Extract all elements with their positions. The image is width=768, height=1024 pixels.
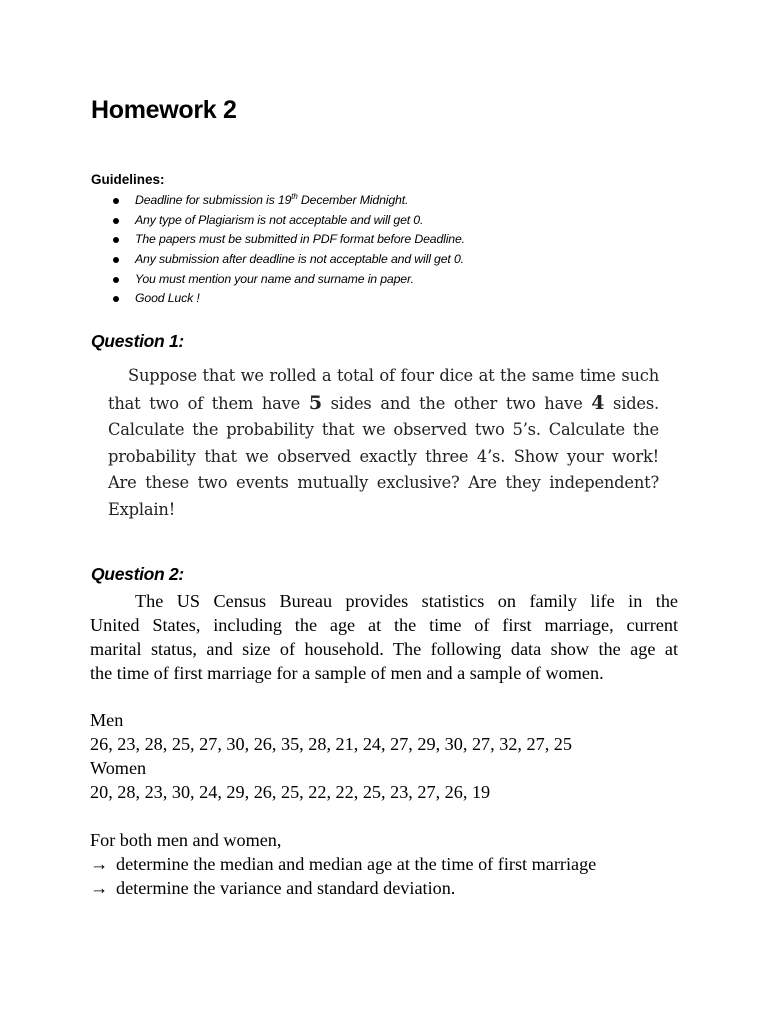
guideline-item: Deadline for submission is 19th December Midnight. xyxy=(110,191,465,211)
bullet-icon xyxy=(113,218,119,224)
guideline-item: The papers must be submitted in PDF format before Deadline. xyxy=(110,230,465,250)
women-label: Women xyxy=(90,758,147,778)
question-1-line: Explain! xyxy=(108,499,176,519)
men-data: 26, 23, 28, 25, 27, 30, 26, 35, 28, 21, 24, 27, 29, 30, 27, 32, 27, 25 xyxy=(90,734,572,754)
page-title: Homework 2 xyxy=(91,96,237,124)
question-1-line: Are these two events mutually exclusive? Are they independent? xyxy=(108,473,659,492)
question-1-heading: Question 1: xyxy=(91,331,184,351)
question-1-text xyxy=(108,363,659,523)
question-1-line: that two of them have 5 sides and the other two have 4 sides. xyxy=(108,391,659,414)
question-1-line: Calculate the probability that we observed two 5’s. Calculate the xyxy=(108,420,659,439)
women-data: 20, 28, 23, 30, 24, 29, 26, 25, 22, 22, 25, 23, 27, 26, 19 xyxy=(90,782,491,802)
men-label: Men xyxy=(90,710,124,730)
bullet-icon xyxy=(113,198,119,204)
bullet-icon xyxy=(113,277,119,283)
guideline-item: Any submission after deadline is not acceptable and will get 0. xyxy=(110,250,465,270)
question-1-line: Suppose that we rolled a total of four dice at the same time such xyxy=(128,366,659,385)
guideline-item: Any type of Plagiarism is not acceptable and will get 0. xyxy=(110,211,465,231)
bullet-icon xyxy=(113,296,119,302)
task-item: → determine the variance and standard deviation. xyxy=(90,878,456,898)
question-2-line: The US Census Bureau provides statistics on family life in the xyxy=(135,591,678,611)
question-2-heading: Question 2: xyxy=(91,564,184,584)
arrow-right-icon: → xyxy=(90,854,109,874)
guidelines-heading: Guidelines: xyxy=(91,172,165,187)
guideline-item: You must mention your name and surname in paper. xyxy=(110,270,465,290)
task-intro: For both men and women, xyxy=(90,830,282,850)
guidelines-list xyxy=(110,191,465,309)
question-2-line: the time of first marriage for a sample of men and a sample of women. xyxy=(90,663,604,683)
guideline-item: Good Luck ! xyxy=(110,289,465,309)
arrow-right-icon: → xyxy=(90,878,109,898)
question-2-line: marital status, and size of household. The following data show the age at xyxy=(90,639,678,659)
question-2-text xyxy=(90,589,678,685)
question-1-line: probability that we observed exactly three 4’s. Show your work! xyxy=(108,446,659,466)
bullet-icon xyxy=(113,237,119,243)
bullet-icon xyxy=(113,257,119,263)
question-2-line: United States, including the age at the time of first marriage, current xyxy=(90,615,678,635)
task-item: → determine the median and median age at the time of first marriage xyxy=(90,854,597,874)
